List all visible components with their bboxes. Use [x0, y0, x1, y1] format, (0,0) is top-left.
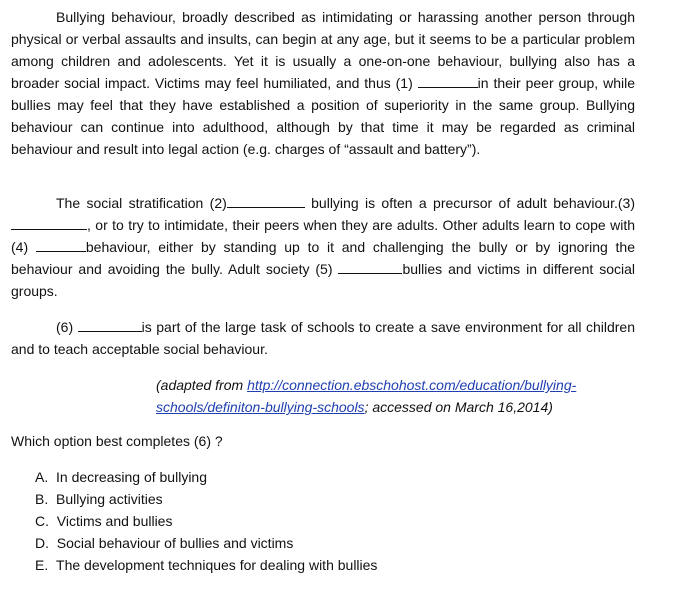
- paragraph-1: [11, 6, 635, 160]
- blank-4: [36, 239, 86, 252]
- option-d[interactable]: [35, 532, 377, 554]
- blank-3: [11, 217, 87, 230]
- option-e[interactable]: [35, 554, 377, 576]
- blank-1: [418, 75, 478, 88]
- source-suffix: ; accessed on March 16,2014): [364, 399, 553, 415]
- option-text: Victims and bullies: [56, 513, 173, 529]
- option-letter: C.: [35, 513, 49, 529]
- p2-text-c: , or to try to intimidate, their peers when they are adults. Other adults learn to cope with (4): [11, 217, 635, 255]
- blank-2: [227, 195, 305, 208]
- option-a[interactable]: [35, 466, 377, 488]
- p2-text-a: The social stratification (2): [56, 195, 227, 211]
- blank-5: [338, 261, 402, 274]
- blank-6: [78, 319, 142, 332]
- option-text: The development techniques for dealing with bullies: [56, 557, 378, 573]
- p1-text-a: Bullying behaviour, broadly described as intimidating or harassing another person through physical or verbal assaults and insults, can begin at any age, but it seems to be a particular problem among children and adolescents. Yet it is usually a one-on-one behaviour, bullying also has a broader social impact. Victims may feel humiliated, and thus (1): [11, 9, 635, 91]
- option-letter: E.: [35, 557, 49, 573]
- question-text: Which option best completes (6) ?: [11, 433, 223, 449]
- option-letter: B.: [35, 491, 49, 507]
- option-c[interactable]: [35, 510, 377, 532]
- p3-text-b: is part of the large task of schools to create a save environment for all children and to teach acceptable social behaviour.: [11, 319, 635, 357]
- paragraph-3: [11, 316, 635, 360]
- p2-text-d: behaviour, either by standing up to it and challenging the bully or by ignoring the behaviour and avoiding the bully. Adult society (5): [11, 239, 635, 277]
- option-letter: A.: [35, 469, 49, 485]
- option-letter: D.: [35, 535, 49, 551]
- p1-text-b: in their peer group, while bullies may feel that they have established a position of superiority in the same group. Bullying behaviour can continue into adulthood, although by that time it may be regarded as criminal behaviour and result into legal action (e.g. charges of “assault and battery”).: [11, 75, 635, 157]
- p2-text-e: bullies and victims in different social groups.: [11, 261, 635, 299]
- source-prefix: (adapted from: [156, 377, 248, 393]
- p3-text-a: (6): [56, 319, 78, 335]
- option-b[interactable]: [35, 488, 377, 510]
- option-text: Bullying activities: [56, 491, 163, 507]
- option-text: In decreasing of bullying: [56, 469, 208, 485]
- option-text: Social behaviour of bullies and victims: [56, 535, 294, 551]
- p2-text-b: bullying is often a precursor of adult behaviour.(3): [304, 195, 635, 211]
- source-citation: [156, 374, 636, 418]
- paragraph-2: [11, 192, 635, 302]
- source-link[interactable]: http://connection.ebschohost.com/education/bullying-schools/definiton-bullying-schools: [156, 377, 577, 415]
- answer-options: [35, 466, 377, 576]
